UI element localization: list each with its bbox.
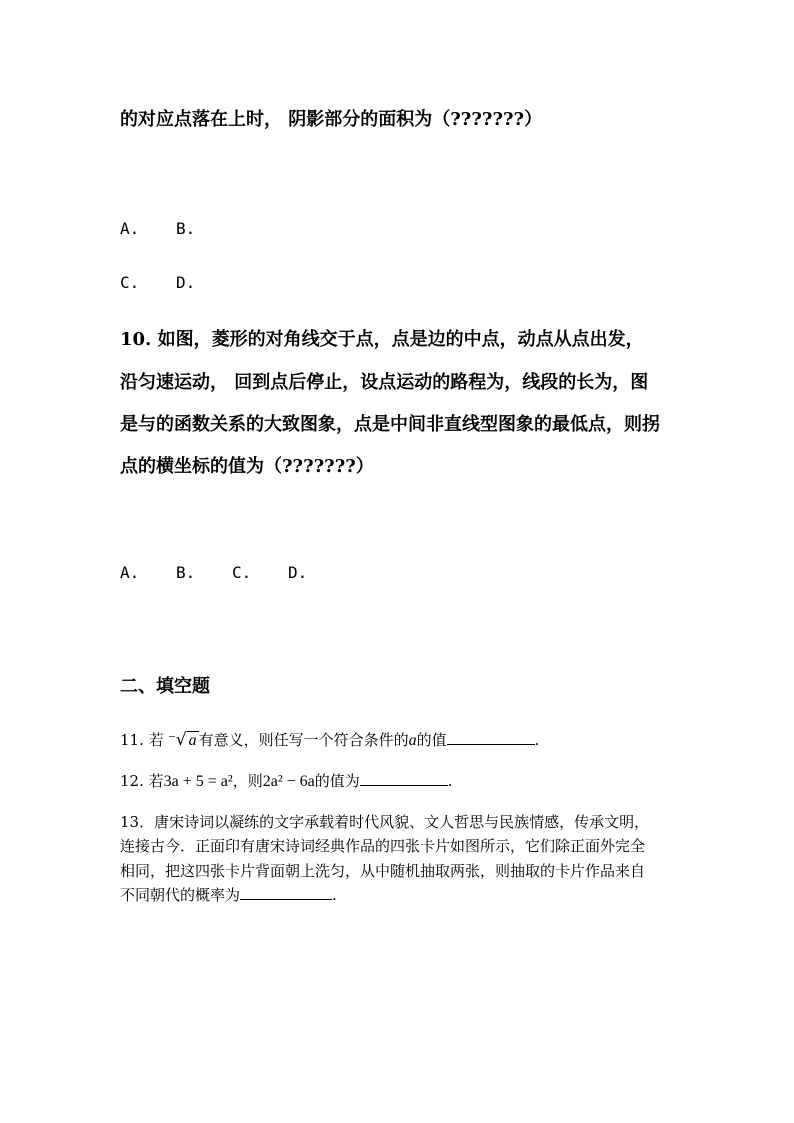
q11-var: a bbox=[408, 732, 417, 749]
q11-radicand: a bbox=[188, 732, 197, 749]
q11-number: 11. bbox=[120, 731, 144, 749]
q13-line-4 bbox=[120, 884, 337, 905]
q10-line-2: 沿匀速运动， 回到点后停止，设点运动的路程为，线段的长为，图 bbox=[120, 372, 649, 393]
q13-end: . bbox=[332, 886, 337, 904]
q10-option-a[interactable]: A. bbox=[120, 563, 140, 582]
q13-line-4-text: 不同朝代的概率为 bbox=[120, 886, 241, 904]
q9-option-c[interactable]: C. bbox=[120, 273, 140, 292]
q11 bbox=[120, 729, 539, 750]
q12-equation-1: 3a + 5 = a² bbox=[163, 773, 233, 790]
q12 bbox=[120, 770, 453, 791]
q10-option-c[interactable]: C. bbox=[232, 563, 252, 582]
q12-post: 的值为 bbox=[314, 772, 360, 790]
q12-equation-2: 2a² − 6a bbox=[262, 773, 315, 790]
q9-option-a[interactable]: A. bbox=[120, 219, 140, 238]
q13-line-2: 连接古今．正面印有唐宋诗词经典作品的四张卡片如图所示，它们除正面外完全 bbox=[120, 837, 646, 855]
q11-post: 的值 bbox=[416, 731, 447, 749]
q10-option-d[interactable]: D. bbox=[288, 563, 308, 582]
q11-mid: 有意义，则任写一个符合条件的 bbox=[198, 731, 409, 749]
q11-end: . bbox=[534, 731, 540, 749]
q13-line-1: 13．唐宋诗词以凝练的文字承载着时代风貌、文人哲思与民族情感，传承文明， bbox=[120, 813, 650, 831]
section-title: 二、填空题 bbox=[120, 676, 210, 697]
q13-answer-blank[interactable] bbox=[240, 885, 332, 900]
q9-text: 的对应点落在上时， 阴影部分的面积为（???????） bbox=[120, 109, 543, 130]
q13-line-3: 相同，把这四张卡片背面朝上洗匀，从中随机抽取两张，则抽取的卡片作品来自 bbox=[120, 862, 646, 880]
q9-option-b[interactable]: B. bbox=[176, 219, 196, 238]
sqrt-symbol: √ a bbox=[175, 730, 197, 750]
q12-mid: ，则 bbox=[232, 772, 263, 790]
q12-number: 12. bbox=[120, 772, 144, 790]
q10-line-4: 点的横坐标的值为（???????） bbox=[120, 456, 374, 477]
q10-line-3: 是与的函数关系的大致图象，点是中间非直线型图象的最低点，则拐 bbox=[120, 414, 660, 435]
q10-option-b[interactable]: B. bbox=[176, 563, 196, 582]
q12-end: . bbox=[447, 772, 453, 790]
q12-pre: 若 bbox=[148, 772, 164, 790]
q10-line-1: 10. 如图，菱形的对角线交于点，点是边的中点，动点从点出发， bbox=[120, 329, 644, 350]
q11-pre: 若 bbox=[148, 731, 164, 749]
q12-answer-blank[interactable] bbox=[360, 771, 448, 786]
q11-minus: − bbox=[168, 729, 176, 744]
q9-option-d[interactable]: D. bbox=[176, 273, 196, 292]
q11-answer-blank[interactable] bbox=[447, 730, 535, 745]
